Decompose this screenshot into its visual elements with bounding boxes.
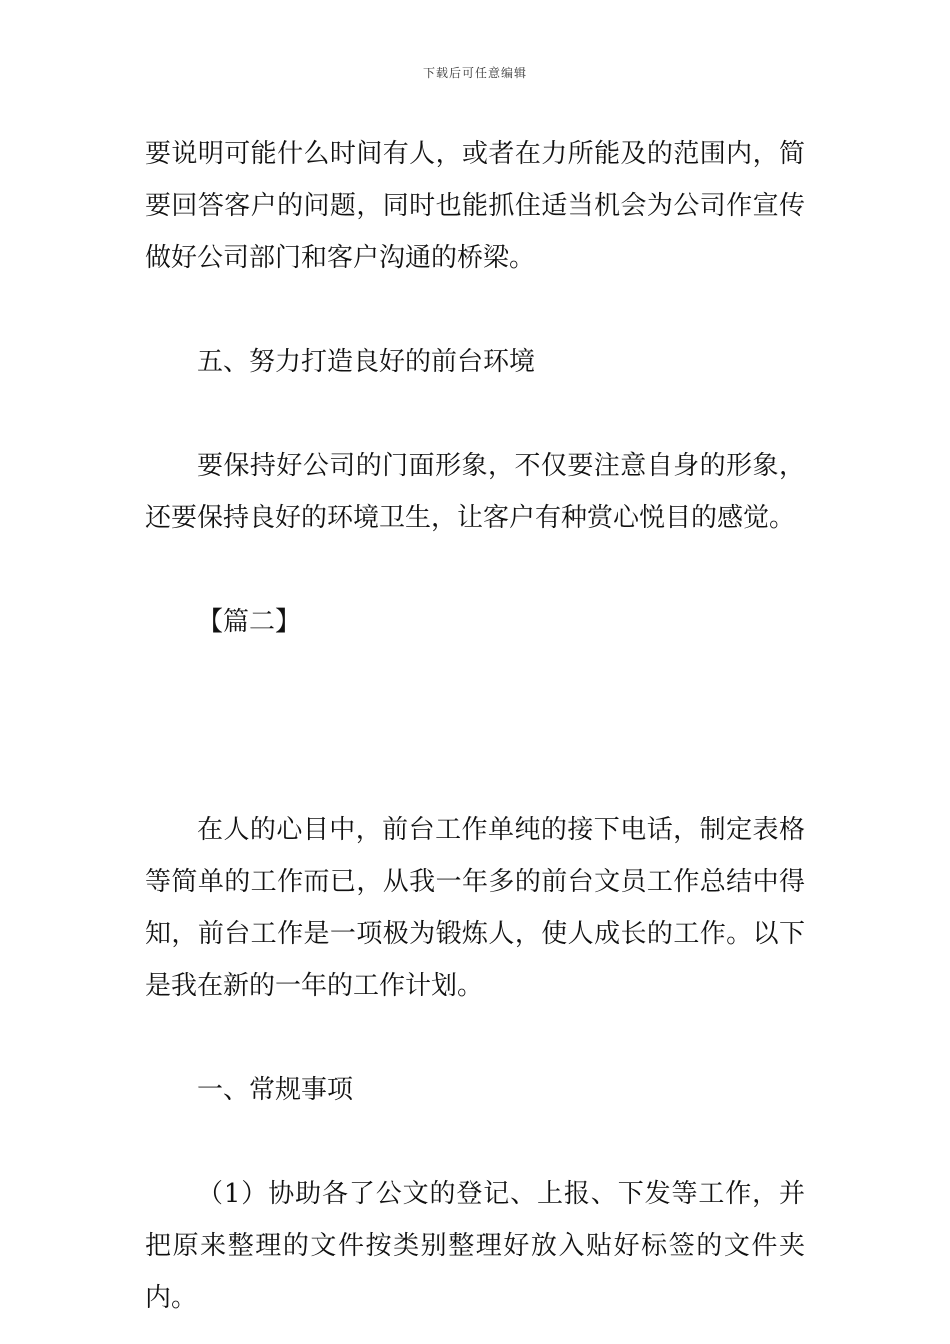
heading-section-one: 一、常规事项 [197, 1075, 354, 1105]
section-title-part-two: 【篇二】 [197, 607, 302, 637]
paragraph-continuation: 要说明可能什么时间有人，或者在力所能及的范围内，简要回答客户的问题，同时也能抓住适当机会为公司作宣传做好公司部门和客户沟通的桥梁。 [145, 139, 805, 273]
paragraph-environment: 要保持好公司的门面形象，不仅要注意自身的形象，还要保持良好的环境卫生，让客户有种赏心悦目的感觉。 [145, 451, 805, 533]
heading-section-five: 五、努力打造良好的前台环境 [197, 347, 536, 377]
paragraph-intro: 在人的心目中，前台工作单纯的接下电话，制定表格等简单的工作而已，从我一年多的前台文员工作总结中得知，前台工作是一项极为锻炼人，使人成长的工作。以下是我在新的一年的工作计划。 [145, 815, 805, 1001]
paragraph-item-one: （1）协助各了公文的登记、上报、下发等工作，并把原来整理的文件按类别整理好放入贴好标签的文件夹内。 [145, 1179, 805, 1313]
page-header-note: 下载后可任意编辑 [422, 66, 527, 80]
document-body [145, 128, 805, 1324]
